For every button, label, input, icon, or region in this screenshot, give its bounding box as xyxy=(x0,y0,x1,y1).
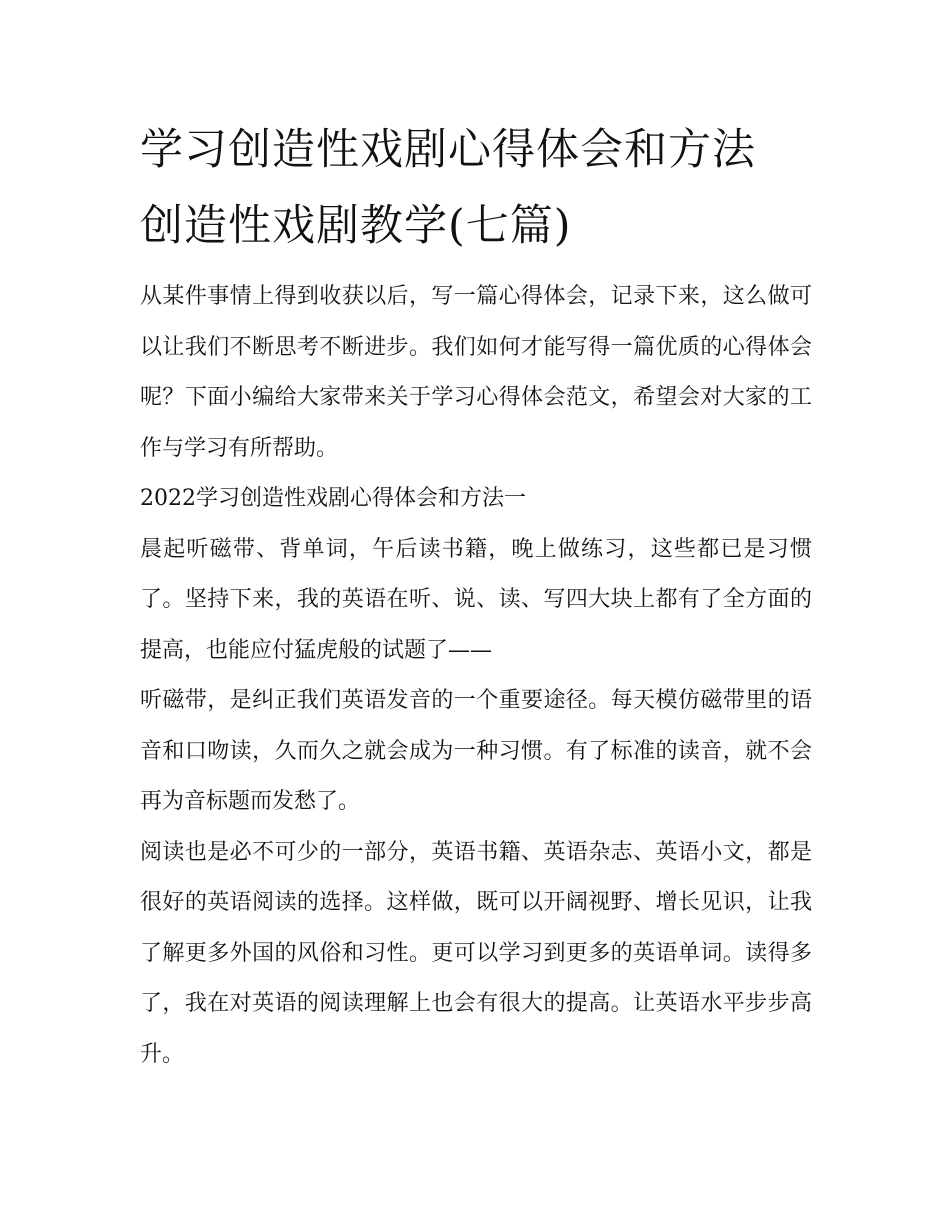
section-heading: 2022学习创造性戏剧心得体会和方法一 xyxy=(140,486,526,511)
document-content xyxy=(140,112,812,1080)
body-paragraph: 晨起听磁带、背单词，午后读书籍，晚上做练习，这些都已是习惯了。坚持下来，我的英语在听、说、读、写四大块上都有了全方面的提高，也能应付猛虎般的试题了—— xyxy=(140,536,812,663)
intro-paragraph: 从某件事情上得到收获以后，写一篇心得体会，记录下来，这么做可以让我们不断思考不断进步。我们如何才能写得一篇优质的心得体会呢？下面小编给大家带来关于学习心得体会范文，希望会对大家的工作与学习有所帮助。 xyxy=(140,284,812,461)
body-paragraph: 阅读也是必不可少的一部分，英语书籍、英语杂志、英语小文，都是很好的英语阅读的选择。这样做，既可以开阔视野、增长见识，让我了解更多外国的风俗和习性。更可以学习到更多的英语单词。读得多了，我在对英语的阅读理解上也会有很大的提高。让英语水平步步高升。 xyxy=(140,839,812,1067)
document-title: 学习创造性戏剧心得体会和方法 创造性戏剧教学(七篇) xyxy=(140,125,756,251)
body-paragraph: 听磁带，是纠正我们英语发音的一个重要途径。每天模仿磁带里的语音和口吻读，久而久之就会成为一种习惯。有了标准的读音，就不会再为音标题而发愁了。 xyxy=(140,688,812,814)
document-body xyxy=(140,272,812,1080)
